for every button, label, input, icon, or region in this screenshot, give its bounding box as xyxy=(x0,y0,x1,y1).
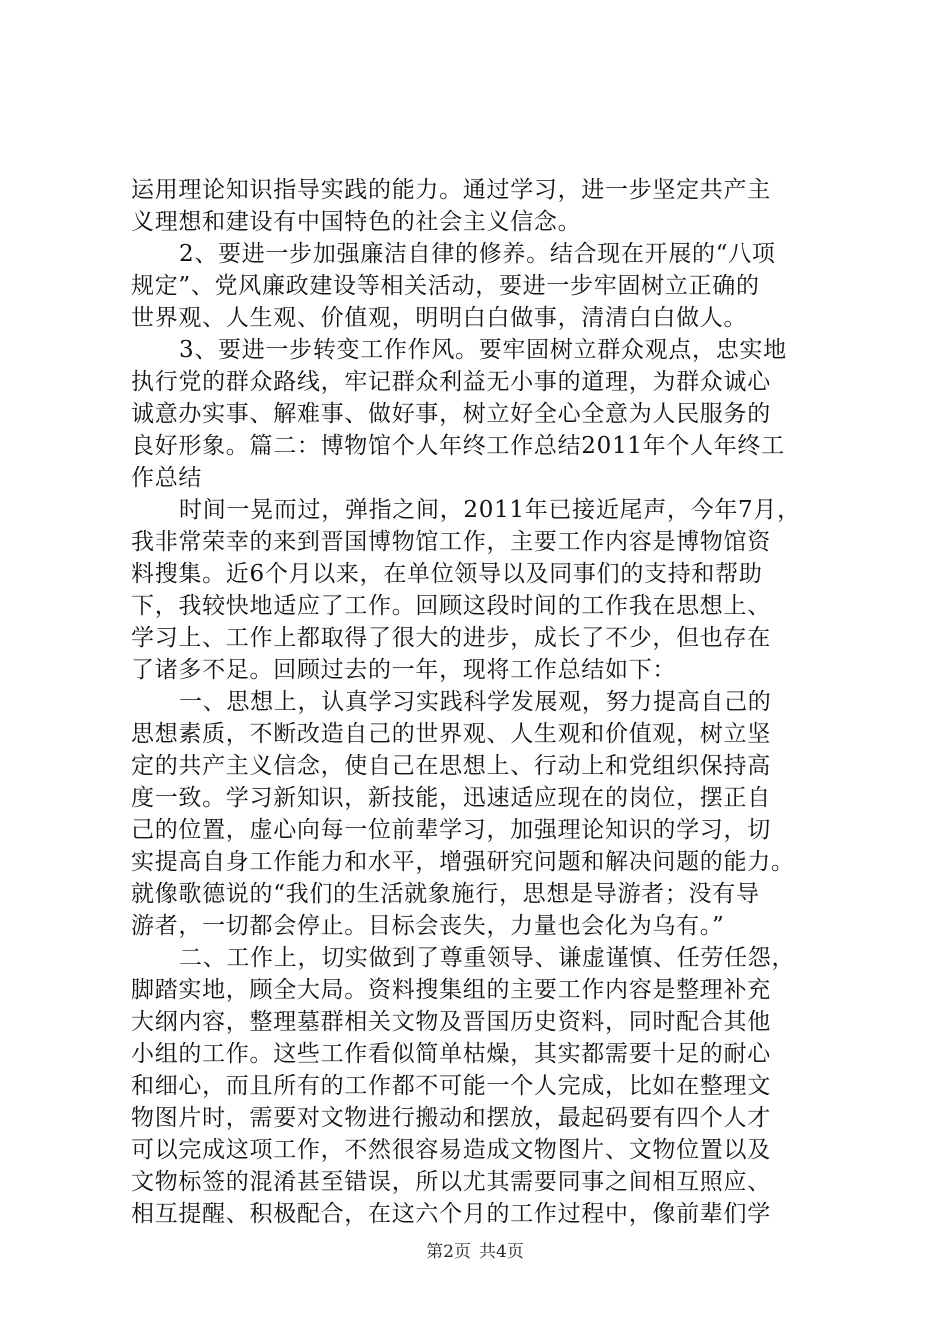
text-line: 一、思想上，认真学习实践科学发展观，努力提高自己的 xyxy=(179,689,772,715)
text-line: 游者，一切都会停止。目标会丧失，力量也会化为乌有。” xyxy=(131,913,725,939)
text-line: 义理想和建设有中国特色的社会主义信念。 xyxy=(131,209,582,235)
text-line: 运用理论知识指导实践的能力。通过学习，进一步坚定共产主 xyxy=(131,177,771,203)
text-line: 度一致。学习新知识，新技能，迅速适应现在的岗位，摆正自 xyxy=(131,785,771,811)
text-line: 料搜集。近6个月以来，在单位领导以及同事们的支持和帮助 xyxy=(131,561,763,587)
text-line: 小组的工作。这些工作看似简单枯燥，其实都需要十足的耐心 xyxy=(131,1041,771,1067)
text-line: 就像歌德说的“我们的生活就象施行，思想是导游者；没有导 xyxy=(131,881,760,907)
text-line: 定的共产主义信念，使自己在思想上、行动上和党组织保持高 xyxy=(131,753,771,779)
text-line: 2、要进一步加强廉洁自律的修养。结合现在开展的“八项 xyxy=(179,241,776,267)
text-line: 脚踏实地，顾全大局。资料搜集组的主要工作内容是整理补充 xyxy=(131,977,771,1003)
document-body xyxy=(131,174,831,1230)
text-line: 3、要进一步转变工作作风。要牢固树立群众观点，忠实地 xyxy=(179,337,787,363)
text-line: 良好形象。篇二：博物馆个人年终工作总结2011年个人年终工 xyxy=(131,433,785,459)
text-line: 执行党的群众路线，牢记群众利益无小事的道理，为群众诚心 xyxy=(131,369,771,395)
text-line: 大纲内容，整理墓群相关文物及晋国历史资料，同时配合其他 xyxy=(131,1009,771,1035)
text-line: 可以完成这项工作，不然很容易造成文物图片、文物位置以及 xyxy=(131,1137,771,1163)
text-line: 我非常荣幸的来到晋国博物馆工作，主要工作内容是博物馆资 xyxy=(131,529,771,555)
text-line: 文物标签的混淆甚至错误，所以尤其需要同事之间相互照应、 xyxy=(131,1169,771,1195)
text-line: 世界观、人生观、价值观，明明白白做事，清清白白做人。 xyxy=(131,305,748,331)
text-line: 己的位置，虚心向每一位前辈学习，加强理论知识的学习，切 xyxy=(131,817,771,843)
text-line: 物图片时，需要对文物进行搬动和摆放，最起码要有四个人才 xyxy=(131,1105,771,1131)
text-line: 二、工作上，切实做到了尊重领导、谦虚谨慎、任劳任怨， xyxy=(179,945,796,971)
page-total: 共4页 xyxy=(479,1242,524,1262)
text-line: 实提高自身工作能力和水平，增强研究问题和解决问题的能力。 xyxy=(131,849,795,875)
text-line: 诚意办实事、解难事、做好事，树立好全心全意为人民服务的 xyxy=(131,401,771,427)
text-line: 了诸多不足。回顾过去的一年，现将工作总结如下： xyxy=(131,657,677,683)
page-number: 第2页 xyxy=(426,1242,471,1262)
text-line: 下，我较快地适应了工作。回顾这段时间的工作我在思想上、 xyxy=(131,593,771,619)
text-line: 思想素质，不断改造自己的世界观、人生观和价值观，树立坚 xyxy=(131,721,771,747)
text-line: 相互提醒、积极配合，在这六个月的工作过程中，像前辈们学 xyxy=(131,1201,771,1227)
text-line: 和细心，而且所有的工作都不可能一个人完成，比如在整理文 xyxy=(131,1073,771,1099)
text-line: 学习上、工作上都取得了很大的进步，成长了不少，但也存在 xyxy=(131,625,771,651)
text-line: 规定”、党风廉政建设等相关活动，要进一步牢固树立正确的 xyxy=(131,273,760,299)
page-footer xyxy=(0,1241,950,1263)
text-line: 时间一晃而过，弹指之间，2011年已接近尾声，今年7月， xyxy=(179,497,801,523)
text-line: 作总结 xyxy=(131,465,203,491)
